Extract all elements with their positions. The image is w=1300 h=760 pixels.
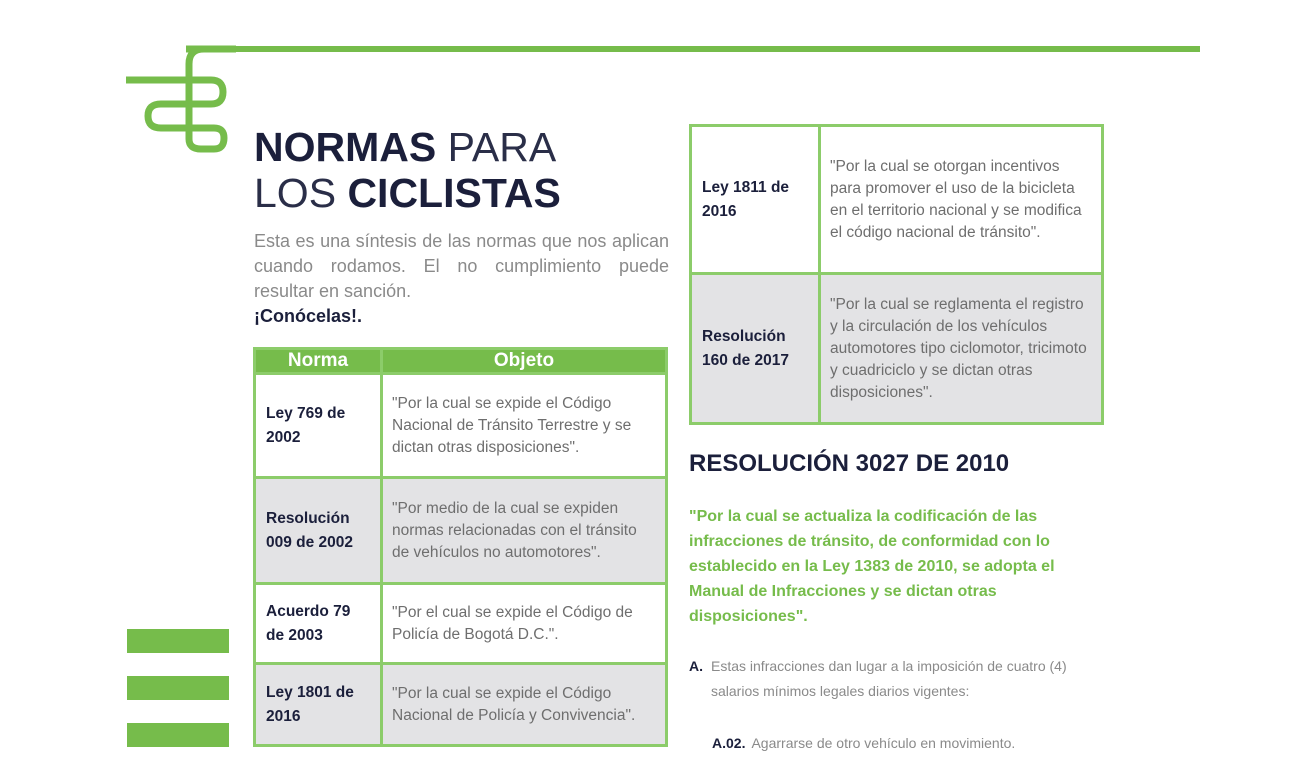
objeto-cell: "Por la cual se expide el Código Nacional de Tránsito Terrestre y se dictan otras disposiciones". — [382, 374, 667, 478]
norma-cell: Resolución 009 de 2002 — [255, 478, 382, 584]
decor-bar-2 — [127, 676, 229, 700]
infraction-item-a02 — [712, 731, 1015, 756]
header-norma: Norma — [255, 349, 382, 374]
intro-text: Esta es una síntesis de las normas que nos aplican cuando rodamos. El no cumplimiento puede resultar en sanción. — [254, 231, 669, 301]
norma-cell: Acuerdo 79 de 2003 — [255, 584, 382, 664]
table-row — [255, 374, 667, 478]
item-a02-text: Agarrarse de otro vehículo en movimiento. — [751, 735, 1016, 751]
table-row — [255, 664, 667, 746]
norms-table-left — [253, 347, 668, 747]
page-title — [254, 124, 561, 216]
intro-cta: ¡Conócelas!. — [254, 306, 363, 326]
bicycle-path-logo-icon — [126, 44, 236, 154]
norma-cell: Resolución 160 de 2017 — [691, 274, 820, 424]
title-light-los: LOS — [254, 170, 348, 216]
title-bold-normas: NORMAS — [254, 124, 437, 170]
objeto-cell: "Por la cual se expide el Código Nacional de Policía y Convivencia". — [382, 664, 667, 746]
objeto-cell: "Por la cual se otorgan incentivos para promover el uso de la bicicleta en el territorio nacional y se modifica el código nacional de tránsito". — [820, 126, 1103, 274]
norma-cell: Ley 1811 de 2016 — [691, 126, 820, 274]
norma-cell: Ley 1801 de 2016 — [255, 664, 382, 746]
table-header-row — [255, 349, 667, 374]
table-row — [691, 274, 1103, 424]
top-divider-line — [186, 46, 1200, 52]
norma-cell: Ley 769 de 2002 — [255, 374, 382, 478]
objeto-cell: "Por la cual se reglamenta el registro y la circulación de los vehículos automotores tipo ciclomotor, tricimoto y cuadriciclo y se dictan otras disposiciones". — [820, 274, 1103, 424]
title-bold-ciclistas: CICLISTAS — [347, 170, 561, 216]
decor-bar-1 — [127, 629, 229, 653]
objeto-cell: "Por el cual se expide el Código de Policía de Bogotá D.C.". — [382, 584, 667, 664]
table-row — [255, 478, 667, 584]
item-a02-label: A.02. — [712, 735, 746, 751]
resolution-quote: "Por la cual se actualiza la codificación de las infracciones de tránsito, de conformidad con lo establecido en la Ley 1383 de 2010, se adopta el Manual de Infracciones y se dictan otras disposiciones". — [689, 508, 1055, 625]
infraction-item-a — [689, 654, 1109, 704]
table-row — [255, 584, 667, 664]
item-a-text: Estas infracciones dan lugar a la imposición de cuatro (4) salarios mínimos legales diarios vigentes: — [711, 658, 1067, 699]
decor-bar-3 — [127, 723, 229, 747]
objeto-cell: "Por medio de la cual se expiden normas relacionadas con el tránsito de vehículos no automotores". — [382, 478, 667, 584]
norms-table-right — [689, 124, 1104, 425]
resolution-heading: RESOLUCIÓN 3027 DE 2010 — [689, 450, 1010, 477]
table-row — [691, 126, 1103, 274]
header-objeto: Objeto — [382, 349, 667, 374]
title-light-para: PARA — [436, 124, 557, 170]
intro-paragraph — [254, 229, 669, 329]
item-a-label: A. — [689, 658, 703, 674]
